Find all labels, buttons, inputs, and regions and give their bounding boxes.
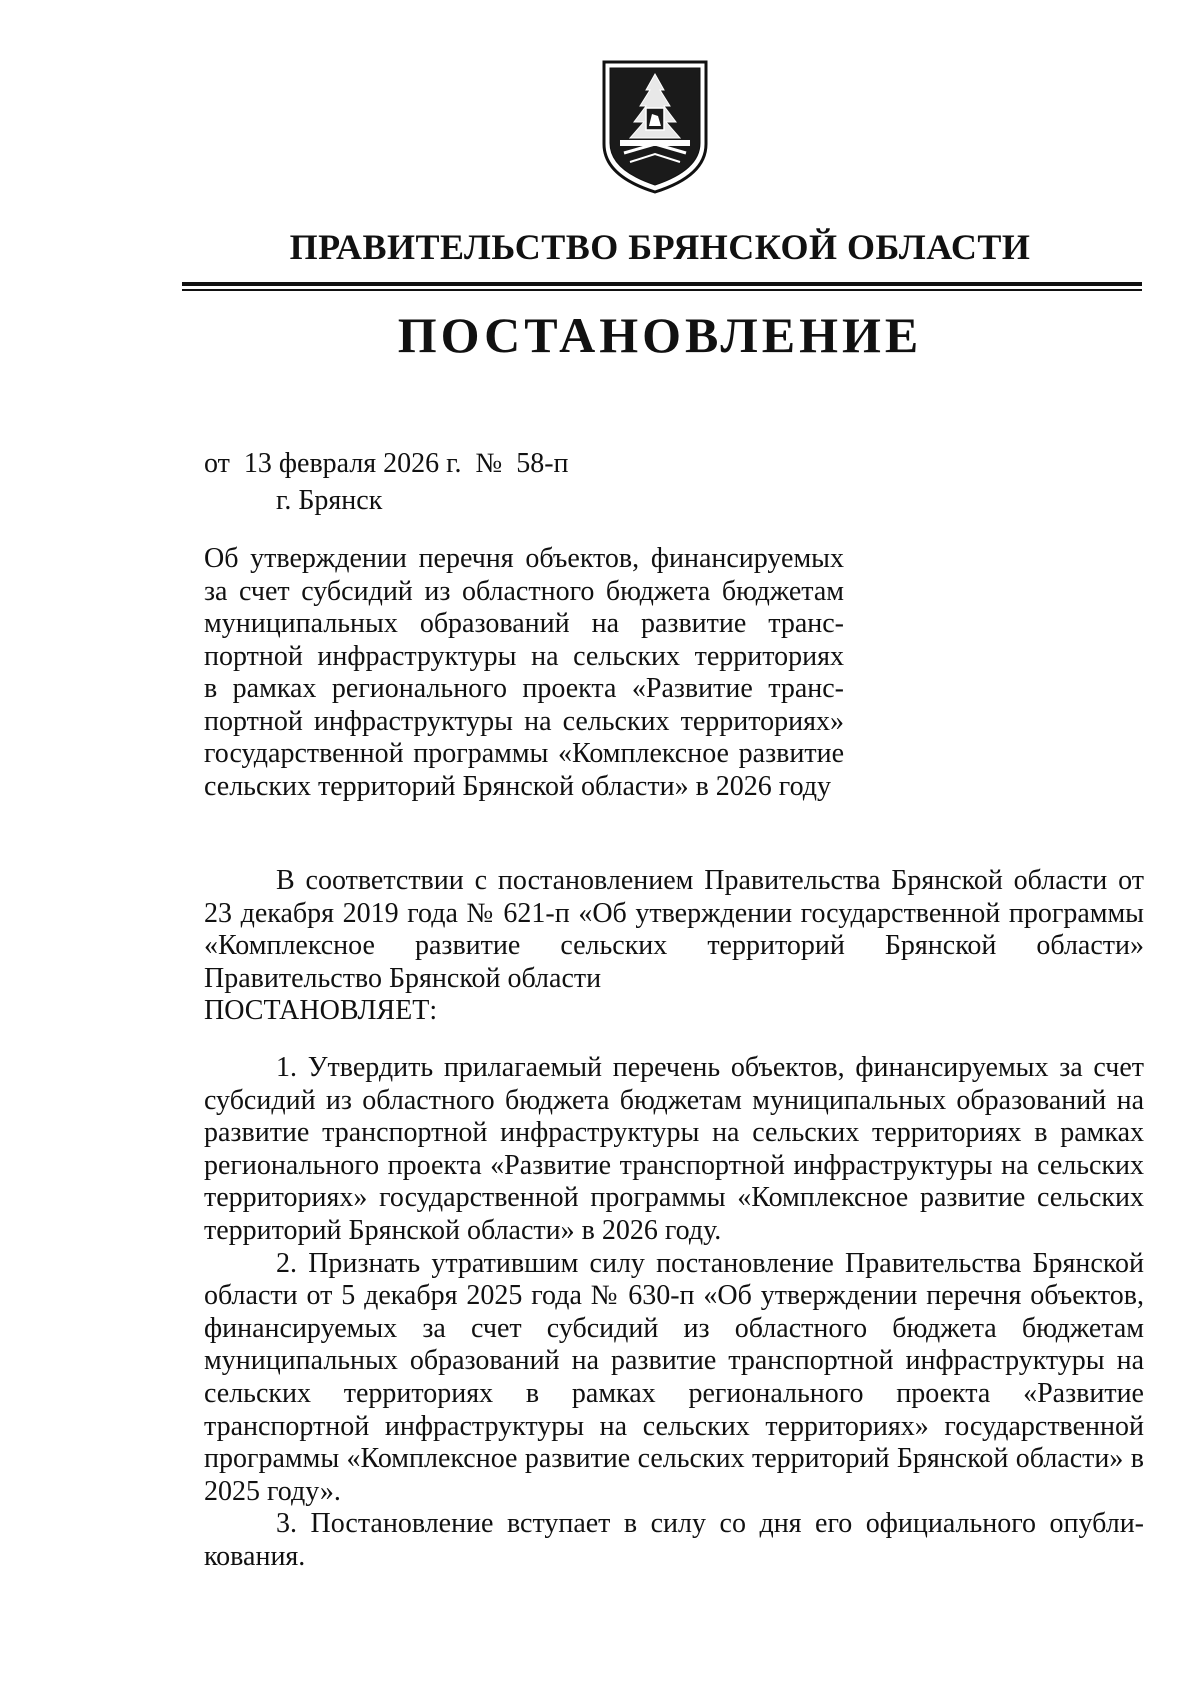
item-3-paragraph: 3. Постановление вступает в силу со дня его официального опубли-кования.	[204, 1508, 1144, 1572]
header-rule-thin	[182, 289, 1142, 291]
title-line: за счет субсидий из областного бюджета бюджетам	[204, 575, 844, 607]
title-line: портной инфраструктуры на сельских территориях»	[204, 705, 844, 737]
resolves-heading: ПОСТАНОВЛЯЕТ:	[204, 995, 438, 1027]
place-line: г. Брянск	[276, 485, 383, 516]
organization-name: ПРАВИТЕЛЬСТВО БРЯНСКОЙ ОБЛАСТИ	[289, 227, 1031, 267]
document-title	[204, 543, 844, 803]
header-rule-thick	[182, 282, 1142, 286]
title-line: муниципальных образований на развитие транс-	[204, 608, 844, 639]
title-line: портной инфраструктуры на сельских территориях	[204, 640, 844, 672]
document-type: ПОСТАНОВЛЕНИЕ	[397, 307, 923, 363]
coat-of-arms-icon	[600, 58, 710, 196]
title-line: сельских территорий Брянской области» в 2026 году	[204, 770, 832, 802]
title-line: в рамках регионального проекта «Развитие транс-	[204, 673, 844, 704]
title-line: государственной программы «Комплексное развитие	[204, 738, 844, 769]
item-2-paragraph: 2. Признать утратившим силу постановление Правительства Брянской области от 5 декабря 2025 года № 630-п «Об утверждении перечня объектов, финансируемых за счет субсидий из областного бюджета бюджетам муниципальных образований на развитие транспортной инфраструктуры на сельских территориях в рамках регионального проекта «Развитие транспортной инфраструктуры на сельских территориях» государственной программы «Комплексное развитие сельских территорий Брянской области» в 2025 году».	[204, 1247, 1144, 1507]
date-number-line: от 13 февраля 2026 г. № 58-п	[204, 448, 569, 479]
item-1-paragraph: 1. Утвердить прилагаемый перечень объектов, финансируемых за счет субсидий из областного бюджета бюджетам муниципальных образований на развитие транспортной инфраструктуры на сельских территориях в рамках регионального проекта «Развитие транспортной инфраструктуры на сельских территориях» государственной программы «Комплексное развитие сельских территорий Брянской области» в 2026 году.	[204, 1051, 1144, 1246]
title-line: Об утверждении перечня объектов, финансируемых	[204, 543, 844, 574]
preamble-paragraph: В соответствии с постановлением Правительства Брянской области от 23 декабря 2019 года № 621-п «Об утверждении государственной программы «Комплексное развитие сельских территорий Брянской области» Правительство Брянской области	[204, 865, 1144, 994]
document-body	[204, 865, 1144, 1573]
